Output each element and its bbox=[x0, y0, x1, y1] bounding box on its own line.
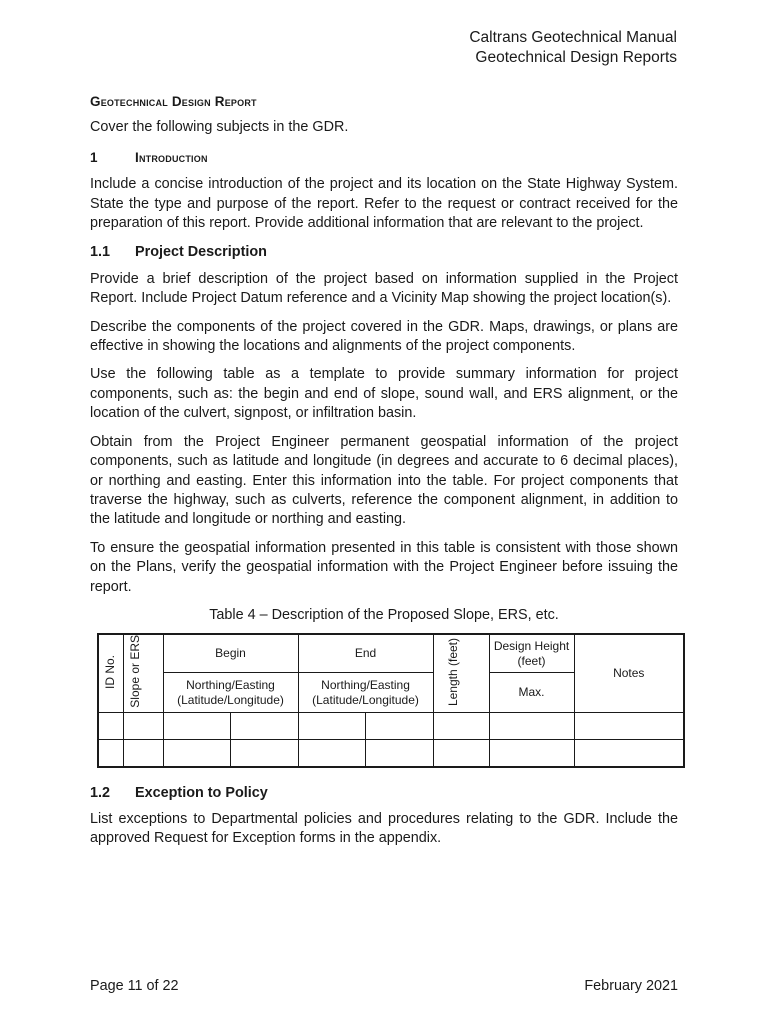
section-1-1-paragraph: Describe the components of the project covered in the GDR. Maps, drawings, or plans are effective in showing the locations and alignments of the project components. bbox=[90, 318, 678, 355]
section-1-1-paragraph: To ensure the geospatial information presented in this table is consistent with those shown on the Plans, verify the geospatial information with the Project Engineer before issuing the report. bbox=[90, 539, 678, 595]
section-1-1-paragraph: Obtain from the Project Engineer permanent geospatial information of the project components, such as latitude and longitude (in degrees and accurate to 6 decimal places), or northing and easting. Enter this information into the table. For project components that traverse the highway, such as culverts, reference the component alignment, in addition to the latitude and longitude or northing and easting. bbox=[90, 433, 678, 528]
table-cell bbox=[98, 740, 123, 767]
max-header: Max. bbox=[489, 673, 574, 713]
notes-header: Notes bbox=[574, 634, 684, 712]
table-cell bbox=[298, 740, 365, 767]
begin-coordinates-header: Northing/Easting (Latitude/Longitude) bbox=[163, 673, 298, 713]
page-number: Page 11 of 22 bbox=[90, 978, 179, 994]
table-cell bbox=[123, 713, 163, 740]
table-cell bbox=[489, 713, 574, 740]
section-1-1-paragraph: Use the following table as a template to provide summary information for project components, such as: the begin and end of slope, sound wall, and ERS alignment, or the location of the culvert, signpost, or infiltration basin. bbox=[90, 366, 678, 422]
table-cell bbox=[433, 740, 489, 767]
table-cell bbox=[98, 713, 123, 740]
intro-text: Cover the following subjects in the GDR. bbox=[90, 119, 349, 136]
design-height-header: Design Height (feet) bbox=[489, 634, 574, 673]
table-cell bbox=[298, 713, 365, 740]
header-chapter-title: Geotechnical Design Reports bbox=[475, 49, 677, 66]
length-header: Length (feet) bbox=[433, 634, 489, 712]
section-1-paragraph: Include a concise introduction of the project and its location on the State Highway System. State the type and purpose of the report. Refer to the request or contract received for the preparation of this report. Provide additional information that are relevant to the project. bbox=[90, 176, 678, 232]
section-1-number: 1 bbox=[90, 149, 98, 165]
table-cell bbox=[365, 740, 433, 767]
table-cell bbox=[163, 740, 230, 767]
table-cell bbox=[365, 713, 433, 740]
end-header: End bbox=[298, 634, 433, 673]
table-caption: Table 4 – Description of the Proposed Slope, ERS, etc. bbox=[209, 606, 559, 623]
section-1-1-number: 1.1 bbox=[90, 244, 111, 261]
main-heading: Geotechnical Design Report bbox=[90, 94, 257, 109]
section-1-heading bbox=[90, 148, 678, 167]
table-cell bbox=[123, 740, 163, 767]
description-table bbox=[97, 633, 685, 767]
begin-header: Begin bbox=[163, 634, 298, 673]
end-coordinates-header: Northing/Easting (Latitude/Longitude) bbox=[298, 673, 433, 713]
section-1-2-number: 1.2 bbox=[90, 784, 111, 801]
table-cell bbox=[230, 713, 298, 740]
document-body bbox=[90, 92, 678, 858]
page-footer bbox=[90, 978, 678, 994]
table-cell bbox=[230, 740, 298, 767]
table-cell bbox=[433, 713, 489, 740]
header-manual-title: Caltrans Geotechnical Manual bbox=[469, 29, 677, 46]
table-cell bbox=[574, 713, 684, 740]
section-1-1-title: Project Description bbox=[135, 244, 267, 261]
table-cell bbox=[574, 740, 684, 767]
section-1-title: Introduction bbox=[135, 149, 208, 165]
table-row bbox=[98, 713, 684, 740]
table-row bbox=[98, 740, 684, 767]
section-1-2-paragraph: List exceptions to Departmental policies and procedures relating to the GDR. Include the approved Request for Exception forms in the appendix. bbox=[90, 810, 678, 847]
footer-date: February 2021 bbox=[584, 978, 678, 994]
section-1-1-heading bbox=[90, 243, 678, 262]
slope-ers-header: Slope or ERS bbox=[123, 634, 163, 712]
table-cell bbox=[163, 713, 230, 740]
section-1-2-heading bbox=[90, 784, 678, 803]
table-cell bbox=[489, 740, 574, 767]
section-1-2-title: Exception to Policy bbox=[135, 784, 268, 801]
table-header-row bbox=[98, 634, 684, 673]
page-header bbox=[469, 28, 677, 68]
id-no-header: ID No. bbox=[98, 634, 123, 712]
section-1-1-paragraph: Provide a brief description of the project based on information supplied in the Project Report. Include Project Datum reference and a Vicinity Map showing the project location(s). bbox=[90, 270, 678, 307]
